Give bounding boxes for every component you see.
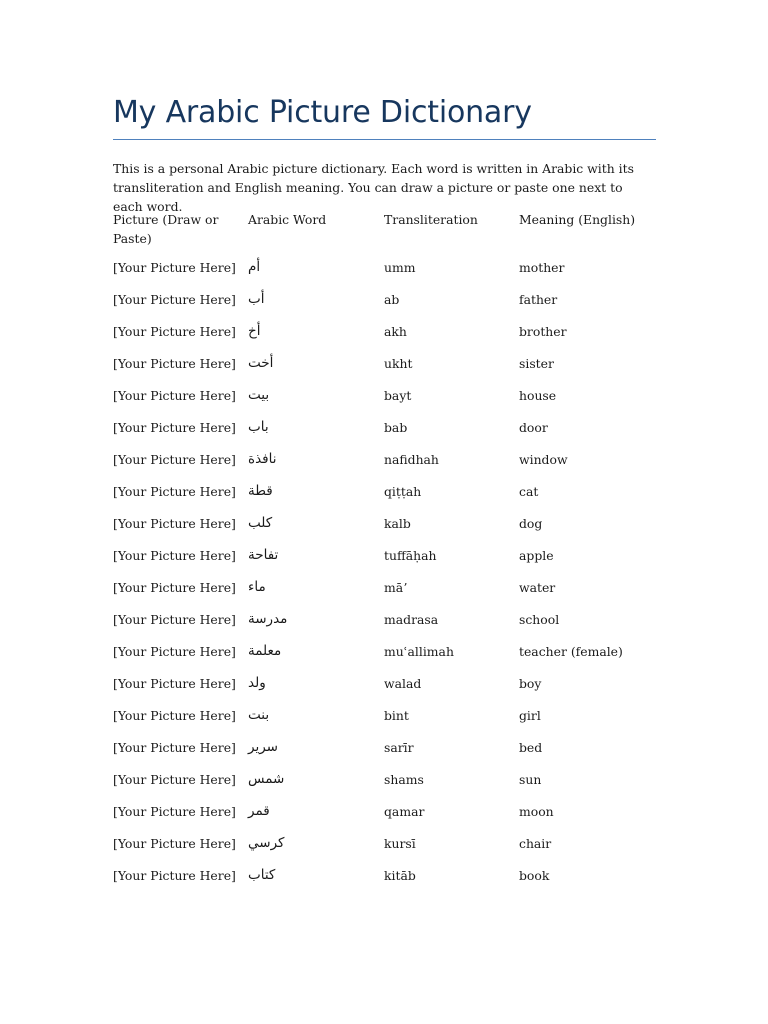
arabic-word: أم <box>248 259 261 275</box>
english-meaning: sister <box>519 356 554 371</box>
table-row <box>113 770 656 802</box>
picture-placeholder: [Your Picture Here] <box>113 580 236 595</box>
transliteration: qamar <box>384 804 425 819</box>
transliteration: sarīr <box>384 740 414 755</box>
transliteration: bab <box>384 420 408 435</box>
transliteration: muʿallimah <box>384 644 454 659</box>
english-meaning: moon <box>519 804 554 819</box>
dictionary-table <box>113 210 656 898</box>
table-row <box>113 578 656 610</box>
picture-placeholder: [Your Picture Here] <box>113 484 236 499</box>
transliteration: kursī <box>384 836 416 851</box>
header-transliteration: Transliteration <box>384 212 478 227</box>
arabic-word: سرير <box>248 739 278 755</box>
table-row <box>113 322 656 354</box>
table-row <box>113 514 656 546</box>
table-row <box>113 418 656 450</box>
arabic-word: كتاب <box>248 867 276 883</box>
transliteration: shams <box>384 772 424 787</box>
picture-placeholder: [Your Picture Here] <box>113 868 236 883</box>
english-meaning: brother <box>519 324 567 339</box>
table-row <box>113 546 656 578</box>
table-row <box>113 482 656 514</box>
english-meaning: school <box>519 612 560 627</box>
picture-placeholder: [Your Picture Here] <box>113 708 236 723</box>
english-meaning: father <box>519 292 558 307</box>
arabic-word: أب <box>248 291 265 307</box>
english-meaning: cat <box>519 484 539 499</box>
picture-placeholder: [Your Picture Here] <box>113 356 236 371</box>
english-meaning: sun <box>519 772 542 787</box>
english-meaning: girl <box>519 708 541 723</box>
transliteration: ab <box>384 292 400 307</box>
picture-placeholder: [Your Picture Here] <box>113 612 236 627</box>
picture-placeholder: [Your Picture Here] <box>113 548 236 563</box>
arabic-word: قمر <box>248 803 270 819</box>
english-meaning: dog <box>519 516 543 531</box>
table-row <box>113 706 656 738</box>
arabic-word: نافذة <box>248 451 277 467</box>
arabic-word: بنت <box>248 707 270 723</box>
arabic-word: كلب <box>248 515 273 531</box>
table-row <box>113 738 656 770</box>
table-row <box>113 354 656 386</box>
arabic-word: مدرسة <box>248 611 288 627</box>
transliteration: tuffāḥah <box>384 548 437 563</box>
table-row <box>113 258 656 290</box>
transliteration: akh <box>384 324 407 339</box>
english-meaning: house <box>519 388 557 403</box>
picture-placeholder: [Your Picture Here] <box>113 516 236 531</box>
arabic-word: معلمة <box>248 643 282 659</box>
arabic-word: أخت <box>248 355 274 371</box>
arabic-word: باب <box>248 419 269 435</box>
picture-placeholder: [Your Picture Here] <box>113 772 236 787</box>
arabic-word: كرسي <box>248 835 285 851</box>
english-meaning: chair <box>519 836 552 851</box>
header-arabic-word: Arabic Word <box>248 212 327 227</box>
transliteration: madrasa <box>384 612 439 627</box>
english-meaning: door <box>519 420 548 435</box>
table-row <box>113 290 656 322</box>
transliteration: walad <box>384 676 422 691</box>
english-meaning: bed <box>519 740 543 755</box>
arabic-word: ولد <box>248 675 266 691</box>
table-row <box>113 386 656 418</box>
picture-placeholder: [Your Picture Here] <box>113 836 236 851</box>
table-header-row <box>113 210 656 258</box>
table-row <box>113 834 656 866</box>
document-title: My Arabic Picture Dictionary <box>113 95 532 130</box>
english-meaning: water <box>519 580 556 595</box>
picture-placeholder: [Your Picture Here] <box>113 676 236 691</box>
english-meaning: teacher (female) <box>519 644 623 659</box>
transliteration: kitāb <box>384 868 416 883</box>
arabic-word: أخ <box>248 323 261 339</box>
picture-placeholder: [Your Picture Here] <box>113 260 236 275</box>
picture-placeholder: [Your Picture Here] <box>113 420 236 435</box>
transliteration: nafidhah <box>384 452 439 467</box>
transliteration: bint <box>384 708 409 723</box>
transliteration: bayt <box>384 388 412 403</box>
picture-placeholder: [Your Picture Here] <box>113 324 236 339</box>
transliteration: qiṭṭah <box>384 484 422 499</box>
arabic-word: تفاحة <box>248 547 279 563</box>
english-meaning: window <box>519 452 568 467</box>
header-picture: Picture (Draw or Paste) <box>113 212 219 246</box>
picture-placeholder: [Your Picture Here] <box>113 388 236 403</box>
transliteration: kalb <box>384 516 411 531</box>
picture-placeholder: [Your Picture Here] <box>113 452 236 467</box>
title-underline <box>113 139 656 140</box>
english-meaning: apple <box>519 548 554 563</box>
english-meaning: book <box>519 868 550 883</box>
transliteration: ukht <box>384 356 413 371</box>
table-row <box>113 802 656 834</box>
intro-paragraph: This is a personal Arabic picture dictionary. Each word is written in Arabic with its transliteration and English meaning. You can draw a picture or paste one next to each word. <box>113 161 634 214</box>
arabic-word: ماء <box>248 579 266 595</box>
transliteration: māʼ <box>384 580 408 595</box>
table-row <box>113 610 656 642</box>
picture-placeholder: [Your Picture Here] <box>113 740 236 755</box>
transliteration: umm <box>384 260 416 275</box>
table-row <box>113 866 656 898</box>
picture-placeholder: [Your Picture Here] <box>113 804 236 819</box>
arabic-word: بيت <box>248 387 270 403</box>
picture-placeholder: [Your Picture Here] <box>113 644 236 659</box>
table-body <box>113 258 656 898</box>
table-row <box>113 450 656 482</box>
header-meaning: Meaning (English) <box>519 212 636 227</box>
table-row <box>113 674 656 706</box>
arabic-word: قطة <box>248 483 273 499</box>
picture-placeholder: [Your Picture Here] <box>113 292 236 307</box>
english-meaning: mother <box>519 260 565 275</box>
table-row <box>113 642 656 674</box>
arabic-word: شمس <box>248 771 285 787</box>
english-meaning: boy <box>519 676 542 691</box>
